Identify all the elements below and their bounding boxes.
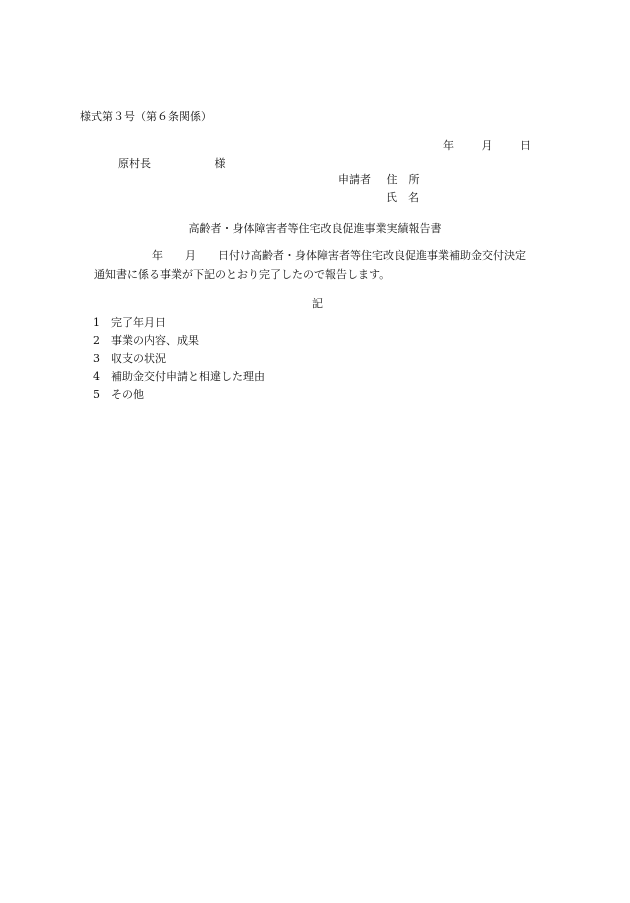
list-item: 4 補助金交付申請と相違した理由	[93, 370, 265, 383]
list-item: 5 その他	[93, 388, 144, 401]
document-title: 高齢者・身体障害者等住宅改良促進事業実績報告書	[188, 222, 442, 235]
date-year: 年	[443, 139, 454, 152]
ki-heading: 記	[312, 297, 323, 310]
applicant-label: 申請者	[338, 173, 371, 186]
date-day: 日	[520, 139, 531, 152]
address-label: 住 所	[386, 173, 420, 186]
addressee-name: 原村長	[118, 157, 151, 170]
list-item: 1 完了年月日	[93, 316, 166, 329]
list-item: 3 収支の状況	[93, 352, 166, 365]
list-item: 2 事業の内容、成果	[93, 334, 199, 347]
date-line	[443, 139, 531, 153]
addressee-honorific: 様	[214, 157, 226, 170]
date-month: 月	[481, 139, 493, 152]
form-number: 様式第３号（第６条関係）	[80, 110, 212, 123]
body-line-1: 年 月 日付け高齢者・身体障害者等住宅改良促進事業補助金交付決定	[152, 249, 526, 262]
addressee-line	[118, 157, 226, 171]
applicant-address-line	[338, 173, 420, 187]
applicant-name-line	[386, 191, 419, 205]
name-label: 氏 名	[386, 191, 419, 204]
body-line-2: 通知書に係る事業が下記のとおり完了したので報告します。	[94, 268, 391, 281]
item-list	[93, 314, 265, 404]
